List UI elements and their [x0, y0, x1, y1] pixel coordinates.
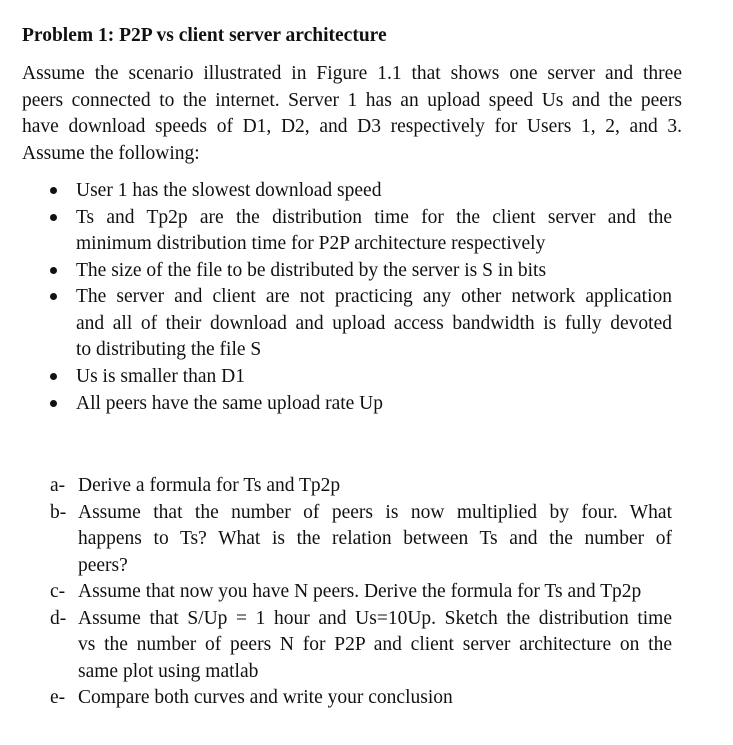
question-text: Compare both curves and write your conclusion — [78, 687, 453, 708]
bullet-text: User 1 has the slowest download speed — [76, 180, 382, 201]
bullet-text: The server and client are not practicing any other network application — [76, 286, 672, 307]
question-label: a- — [50, 475, 66, 496]
bullet-icon — [50, 267, 57, 274]
problem-title: Problem 1: P2P vs client server architecture — [22, 25, 387, 46]
question-item — [50, 606, 672, 686]
bullet-text: and all of their download and upload access bandwidth is fully devoted — [76, 312, 672, 334]
question-text: Assume that the number of peers is now multiplied by four. What — [78, 501, 672, 523]
question-item — [50, 500, 672, 580]
assumptions-list — [42, 178, 672, 418]
questions-list — [50, 473, 672, 712]
question-text: happens to Ts? What is the relation between Ts and the number of — [78, 528, 672, 549]
bullet-text: The size of the file to be distributed by the server is S in bits — [76, 259, 547, 281]
list-item — [42, 258, 672, 285]
list-item — [42, 205, 672, 258]
bullet-text: Us is smaller than D1 — [76, 365, 245, 387]
question-item — [50, 579, 672, 606]
intro-line: Assume the scenario illustrated in Figure 1.1 that shows one server and three — [22, 63, 682, 84]
question-text: Assume that now you have N peers. Derive the formula for Ts and Tp2p — [78, 581, 642, 602]
question-label: d- — [50, 607, 67, 629]
bullet-text: to distributing the file S — [76, 339, 262, 360]
question-text: peers? — [78, 554, 128, 576]
question-label: e- — [50, 687, 66, 708]
intro-line: have download speeds of D1, D2, and D3 respectively for Users 1, 2, and 3. — [22, 116, 682, 137]
list-item — [42, 364, 672, 391]
bullet-icon — [50, 293, 57, 300]
question-label: c- — [50, 581, 66, 602]
bullet-text: minimum distribution time for P2P architecture respectively — [76, 233, 546, 254]
question-item — [50, 473, 672, 500]
question-text: same plot using matlab — [78, 660, 259, 682]
question-item — [50, 685, 672, 712]
list-item — [42, 178, 672, 205]
intro-paragraph — [22, 61, 682, 167]
intro-line: peers connected to the internet. Server 1 has an upload speed Us and the peers — [22, 89, 682, 111]
bullet-icon — [50, 373, 57, 380]
bullet-text: All peers have the same upload rate Up — [76, 393, 384, 414]
question-text: Derive a formula for Ts and Tp2p — [78, 475, 341, 496]
bullet-text: Ts and Tp2p are the distribution time for the client server and the — [76, 206, 672, 228]
list-item — [42, 284, 672, 364]
list-item — [42, 391, 672, 418]
intro-line: Assume the following: — [22, 142, 200, 164]
question-text: vs the number of peers N for P2P and client server architecture on the — [78, 634, 672, 655]
question-text: Assume that S/Up = 1 hour and Us=10Up. Sketch the distribution time — [78, 607, 672, 629]
bullet-icon — [50, 187, 57, 194]
question-label: b- — [50, 501, 67, 523]
bullet-icon — [50, 214, 57, 221]
bullet-icon — [50, 400, 57, 407]
